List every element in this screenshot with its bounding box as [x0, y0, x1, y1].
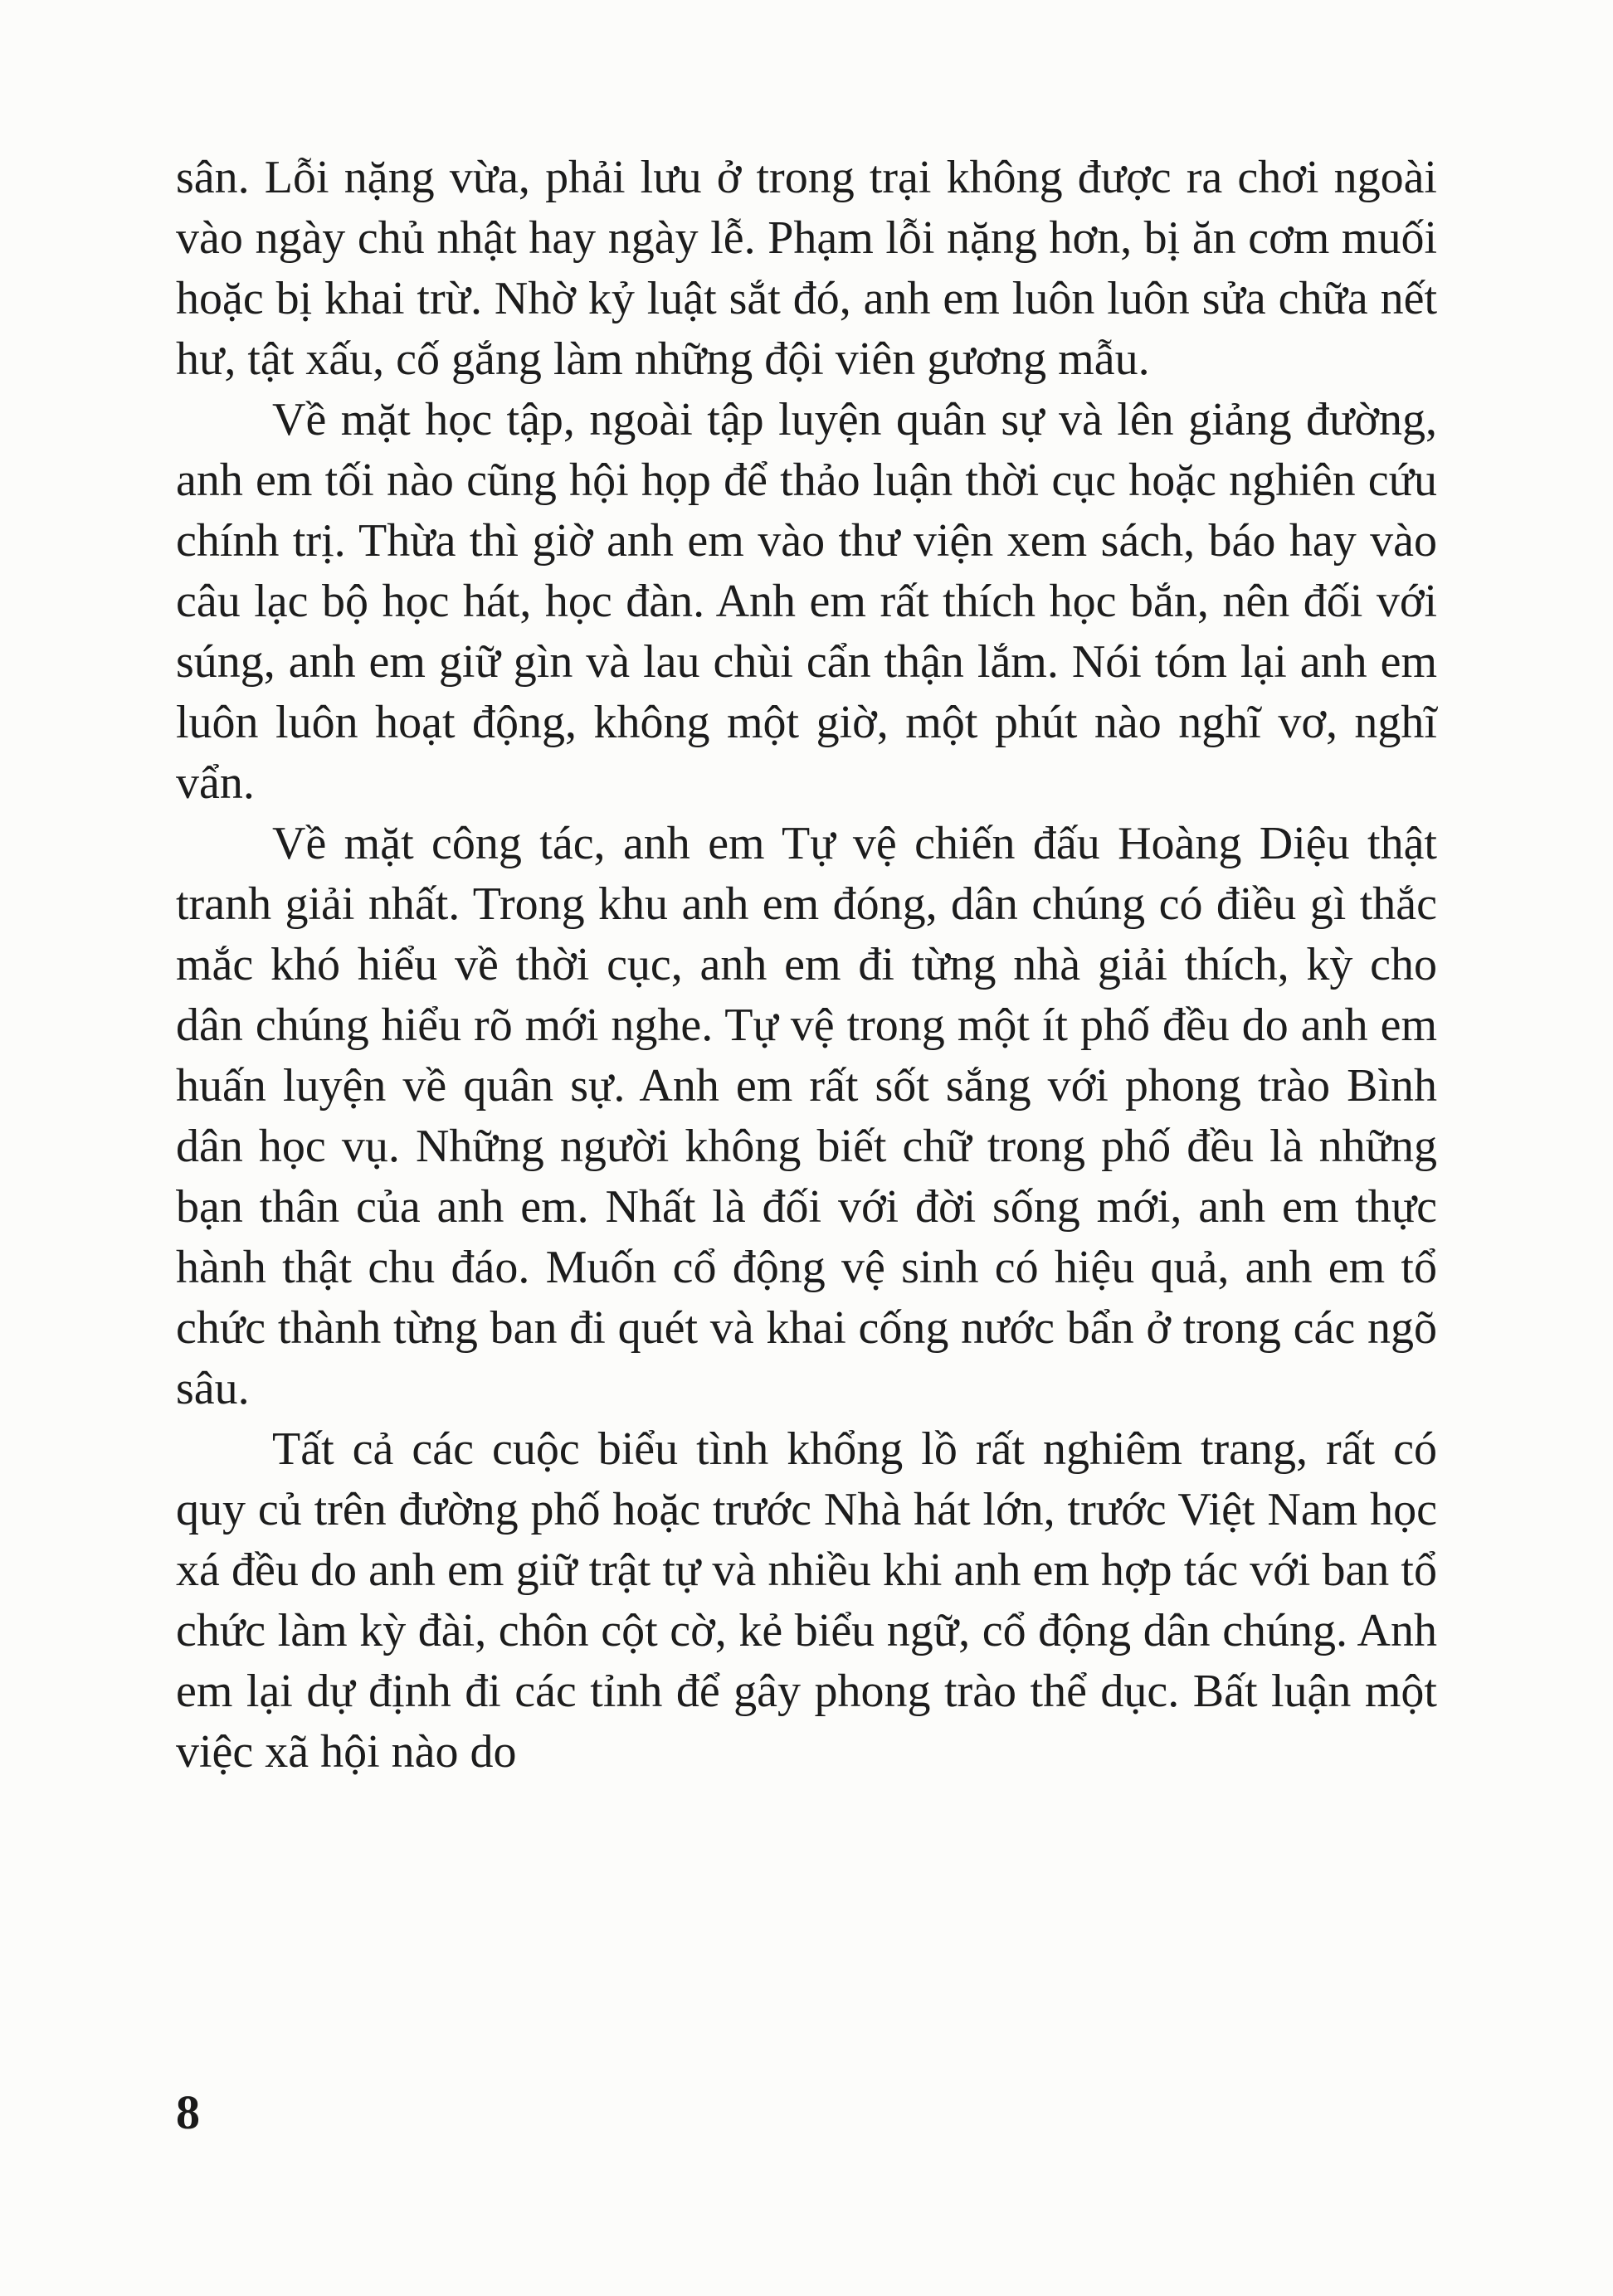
body-text — [176, 148, 1437, 1783]
paragraph-2: Về mặt học tập, ngoài tập luyện quân sự và lên giảng đường, anh em tối nào cũng hội họp để thảo luận thời cục hoặc nghiên cứu chính trị. Thừa thì giờ anh em vào thư viện xem sách, báo hay vào câu lạc bộ học hát, học đàn. Anh em rất thích học bắn, nên đối với súng, anh em giữ gìn và lau chùi cẩn thận lắm. Nói tóm lại anh em luôn luôn hoạt động, không một giờ, một phút nào nghĩ vơ, nghĩ vẩn. — [176, 394, 1437, 809]
page-number: 8 — [176, 2085, 200, 2139]
paragraph-1: sân. Lỗi nặng vừa, phải lưu ở trong trại không được ra chơi ngoài vào ngày chủ nhật hay ngày lễ. Phạm lỗi nặng hơn, bị ăn cơm muối hoặc bị khai trừ. Nhờ kỷ luật sắt đó, anh em luôn luôn sửa chữa nết hư, tật xấu, cố gắng làm những đội viên gương mẫu. — [176, 152, 1437, 385]
paragraph-4: Tất cả các cuộc biểu tình khổng lồ rất nghiêm trang, rất có quy củ trên đường phố hoặc trước Nhà hát lớn, trước Việt Nam học xá đều do anh em giữ trật tự và nhiều khi anh em hợp tác với ban tổ chức làm kỳ đài, chôn cột cờ, kẻ biểu ngữ, cổ động dân chúng. Anh em lại dự định đi các tỉnh để gây phong trào thể dục. Bất luận một việc xã hội nào do — [176, 1423, 1437, 1778]
paragraph-3: Về mặt công tác, anh em Tự vệ chiến đấu Hoàng Diệu thật tranh giải nhất. Trong khu anh em đóng, dân chúng có điều gì thắc mắc khó hiểu về thời cục, anh em đi từng nhà giải thích, kỳ cho dân chúng hiểu rõ mới nghe. Tự vệ trong một ít phố đều do anh em huấn luyện về quân sự. Anh em rất sốt sắng với phong trào Bình dân học vụ. Những người không biết chữ trong phố đều là những bạn thân của anh em. Nhất là đối với đời sống mới, anh em thực hành thật chu đáo. Muốn cổ động vệ sinh có hiệu quả, anh em tổ chức thành từng ban đi quét và khai cống nước bẩn ở trong các ngõ sâu. — [176, 818, 1437, 1414]
